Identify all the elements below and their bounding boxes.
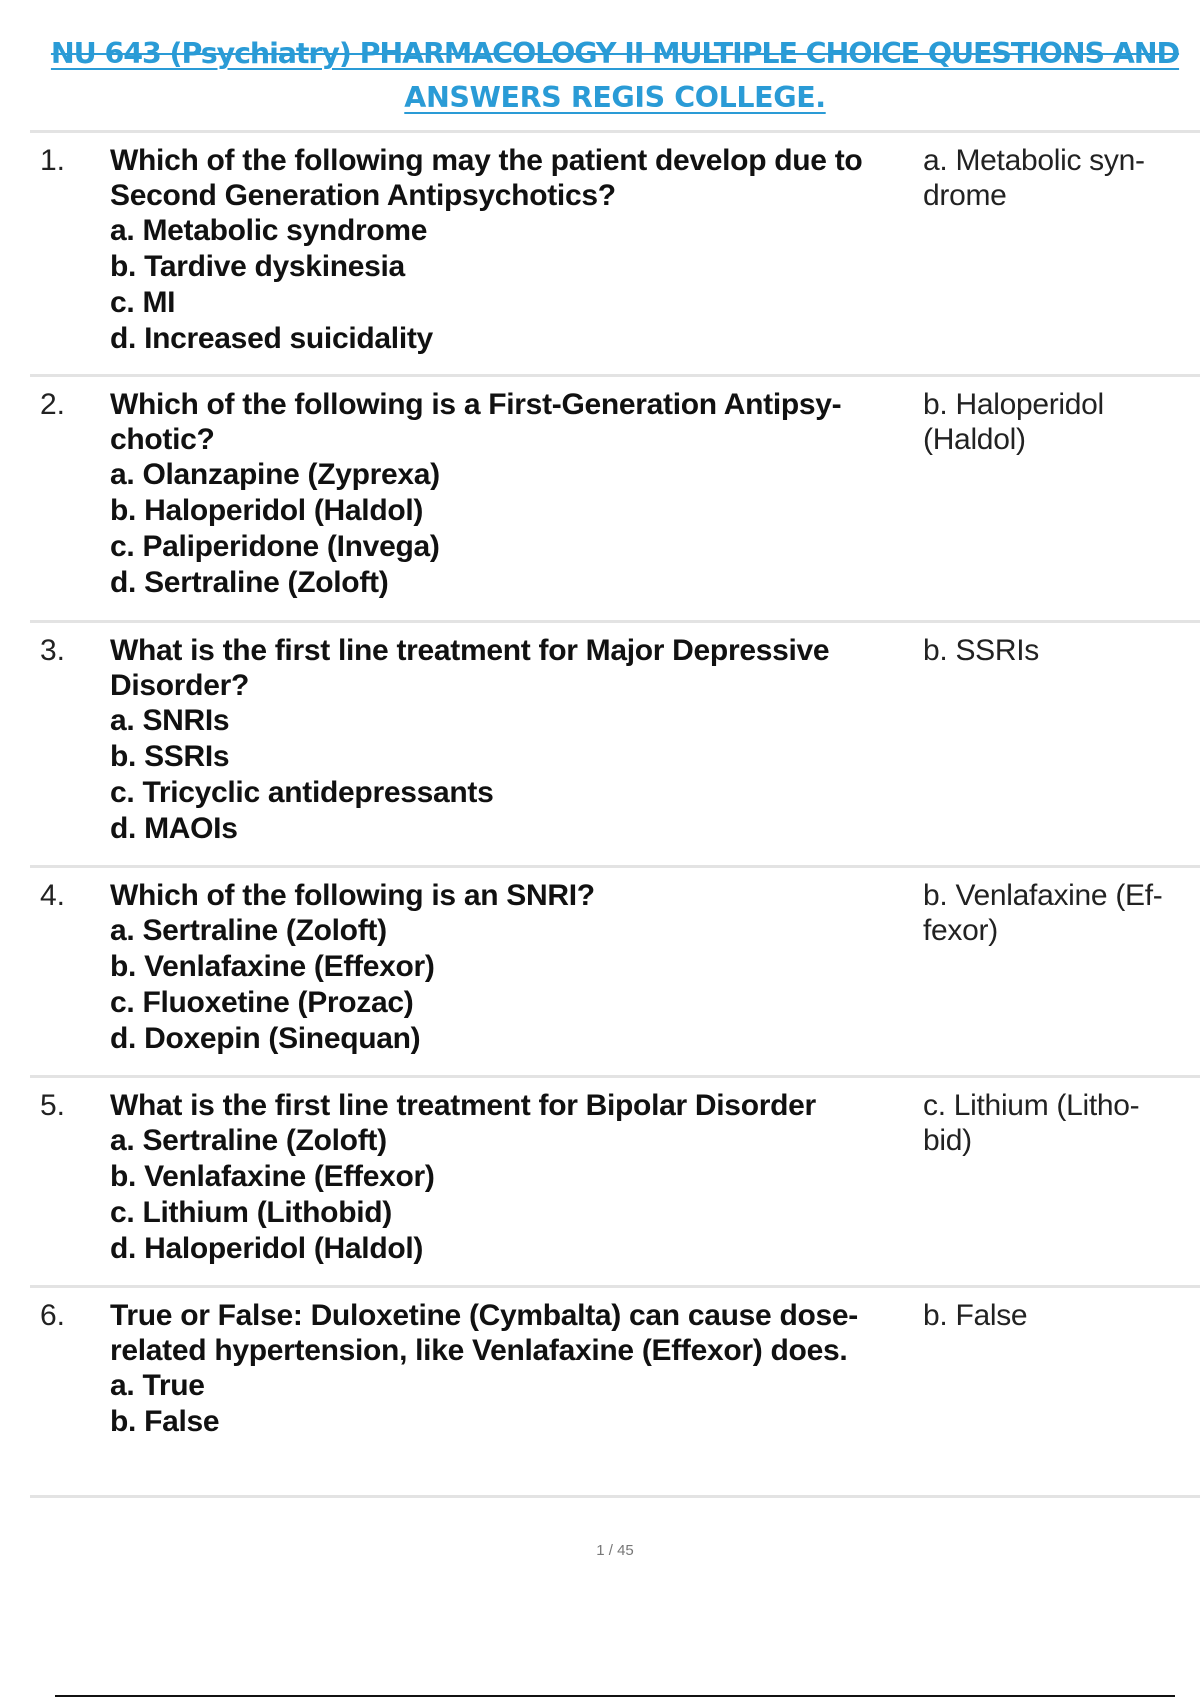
option-a: a. Sertraline (Zoloft) [110,1124,387,1157]
question-number: 1. [40,144,66,177]
option-c: c. MI [110,286,176,319]
question-number: 2. [40,388,66,421]
option-c: c. Fluoxetine (Prozac) [110,986,414,1019]
option-d: d. Sertraline (Zoloft) [110,566,389,599]
question-list [30,130,1200,1498]
title-line-2: ANSWERS REGIS COLLEGE. [404,81,826,114]
answer-text: b. Venlafaxine (Ef- fexor) [923,879,1163,947]
option-a: a. Metabolic syndrome [110,214,428,247]
question-body [110,387,940,601]
question-number: 6. [40,1299,66,1332]
answer-text: b. Haloperidol (Haldol) [923,388,1104,456]
question-body [110,1088,940,1267]
question-body [110,143,940,357]
title-line-1: NU 643 (Psychiatry) PHARMACOLOGY II MULTIPLE CHOICE QUESTIONS AND [50,37,1180,70]
question-body [110,1298,940,1440]
option-c: c. Lithium (Lithobid) [110,1196,392,1229]
question-number: 4. [40,879,66,912]
question-text: What is the first line treatment for Bipolar Disorder [110,1089,816,1122]
page-indicator: 1 / 45 [596,1542,634,1559]
question-row-3 [30,620,1200,865]
option-d: d. Haloperidol (Haldol) [110,1232,424,1265]
answer-text: b. False [923,1299,1028,1332]
option-c: c. Paliperidone (Invega) [110,530,440,563]
question-row-6 [30,1285,1200,1498]
question-text: True or False: Duloxetine (Cymbalta) can cause dose-related hypertension, like Venlafaxine (Effexor) does. [110,1299,858,1367]
question-row-5 [30,1075,1200,1285]
option-b: b. Tardive dyskinesia [110,250,405,283]
question-text: Which of the following is a First-Generation Antipsy- chotic? [110,388,842,456]
option-a: a. SNRIs [110,704,230,737]
option-b: b. False [110,1405,220,1438]
question-row-4 [30,865,1200,1075]
answer-text: b. SSRIs [923,634,1039,667]
question-number: 5. [40,1089,66,1122]
question-body [110,633,940,847]
option-a: a. Olanzapine (Zyprexa) [110,458,440,491]
option-a: a. Sertraline (Zoloft) [110,914,387,947]
question-body [110,878,940,1057]
option-b: b. Haloperidol (Haldol) [110,494,424,527]
option-c: c. Tricyclic antidepressants [110,776,494,809]
question-text: Which of the following may the patient develop due to Second Generation Antipsychotics? [110,144,863,212]
option-b: b. Venlafaxine (Effexor) [110,1160,435,1193]
question-row-2 [30,374,1200,620]
option-d: d. Doxepin (Sinequan) [110,1022,421,1055]
question-row-1 [30,130,1200,374]
question-number: 3. [40,634,66,667]
option-b: b. SSRIs [110,740,230,773]
option-b: b. Venlafaxine (Effexor) [110,950,435,983]
option-d: d. MAOIs [110,812,238,845]
question-text: Which of the following is an SNRI? [110,879,595,912]
option-a: a. True [110,1369,205,1402]
answer-text: c. Lithium (Litho- bid) [923,1089,1140,1157]
option-d: d. Increased suicidality [110,322,433,355]
question-text: What is the first line treatment for Major Depressive Disorder? [110,634,830,702]
document-title [30,32,1200,120]
bottom-divider [55,1695,1175,1697]
answer-text: a. Metabolic syn- drome [923,144,1145,212]
